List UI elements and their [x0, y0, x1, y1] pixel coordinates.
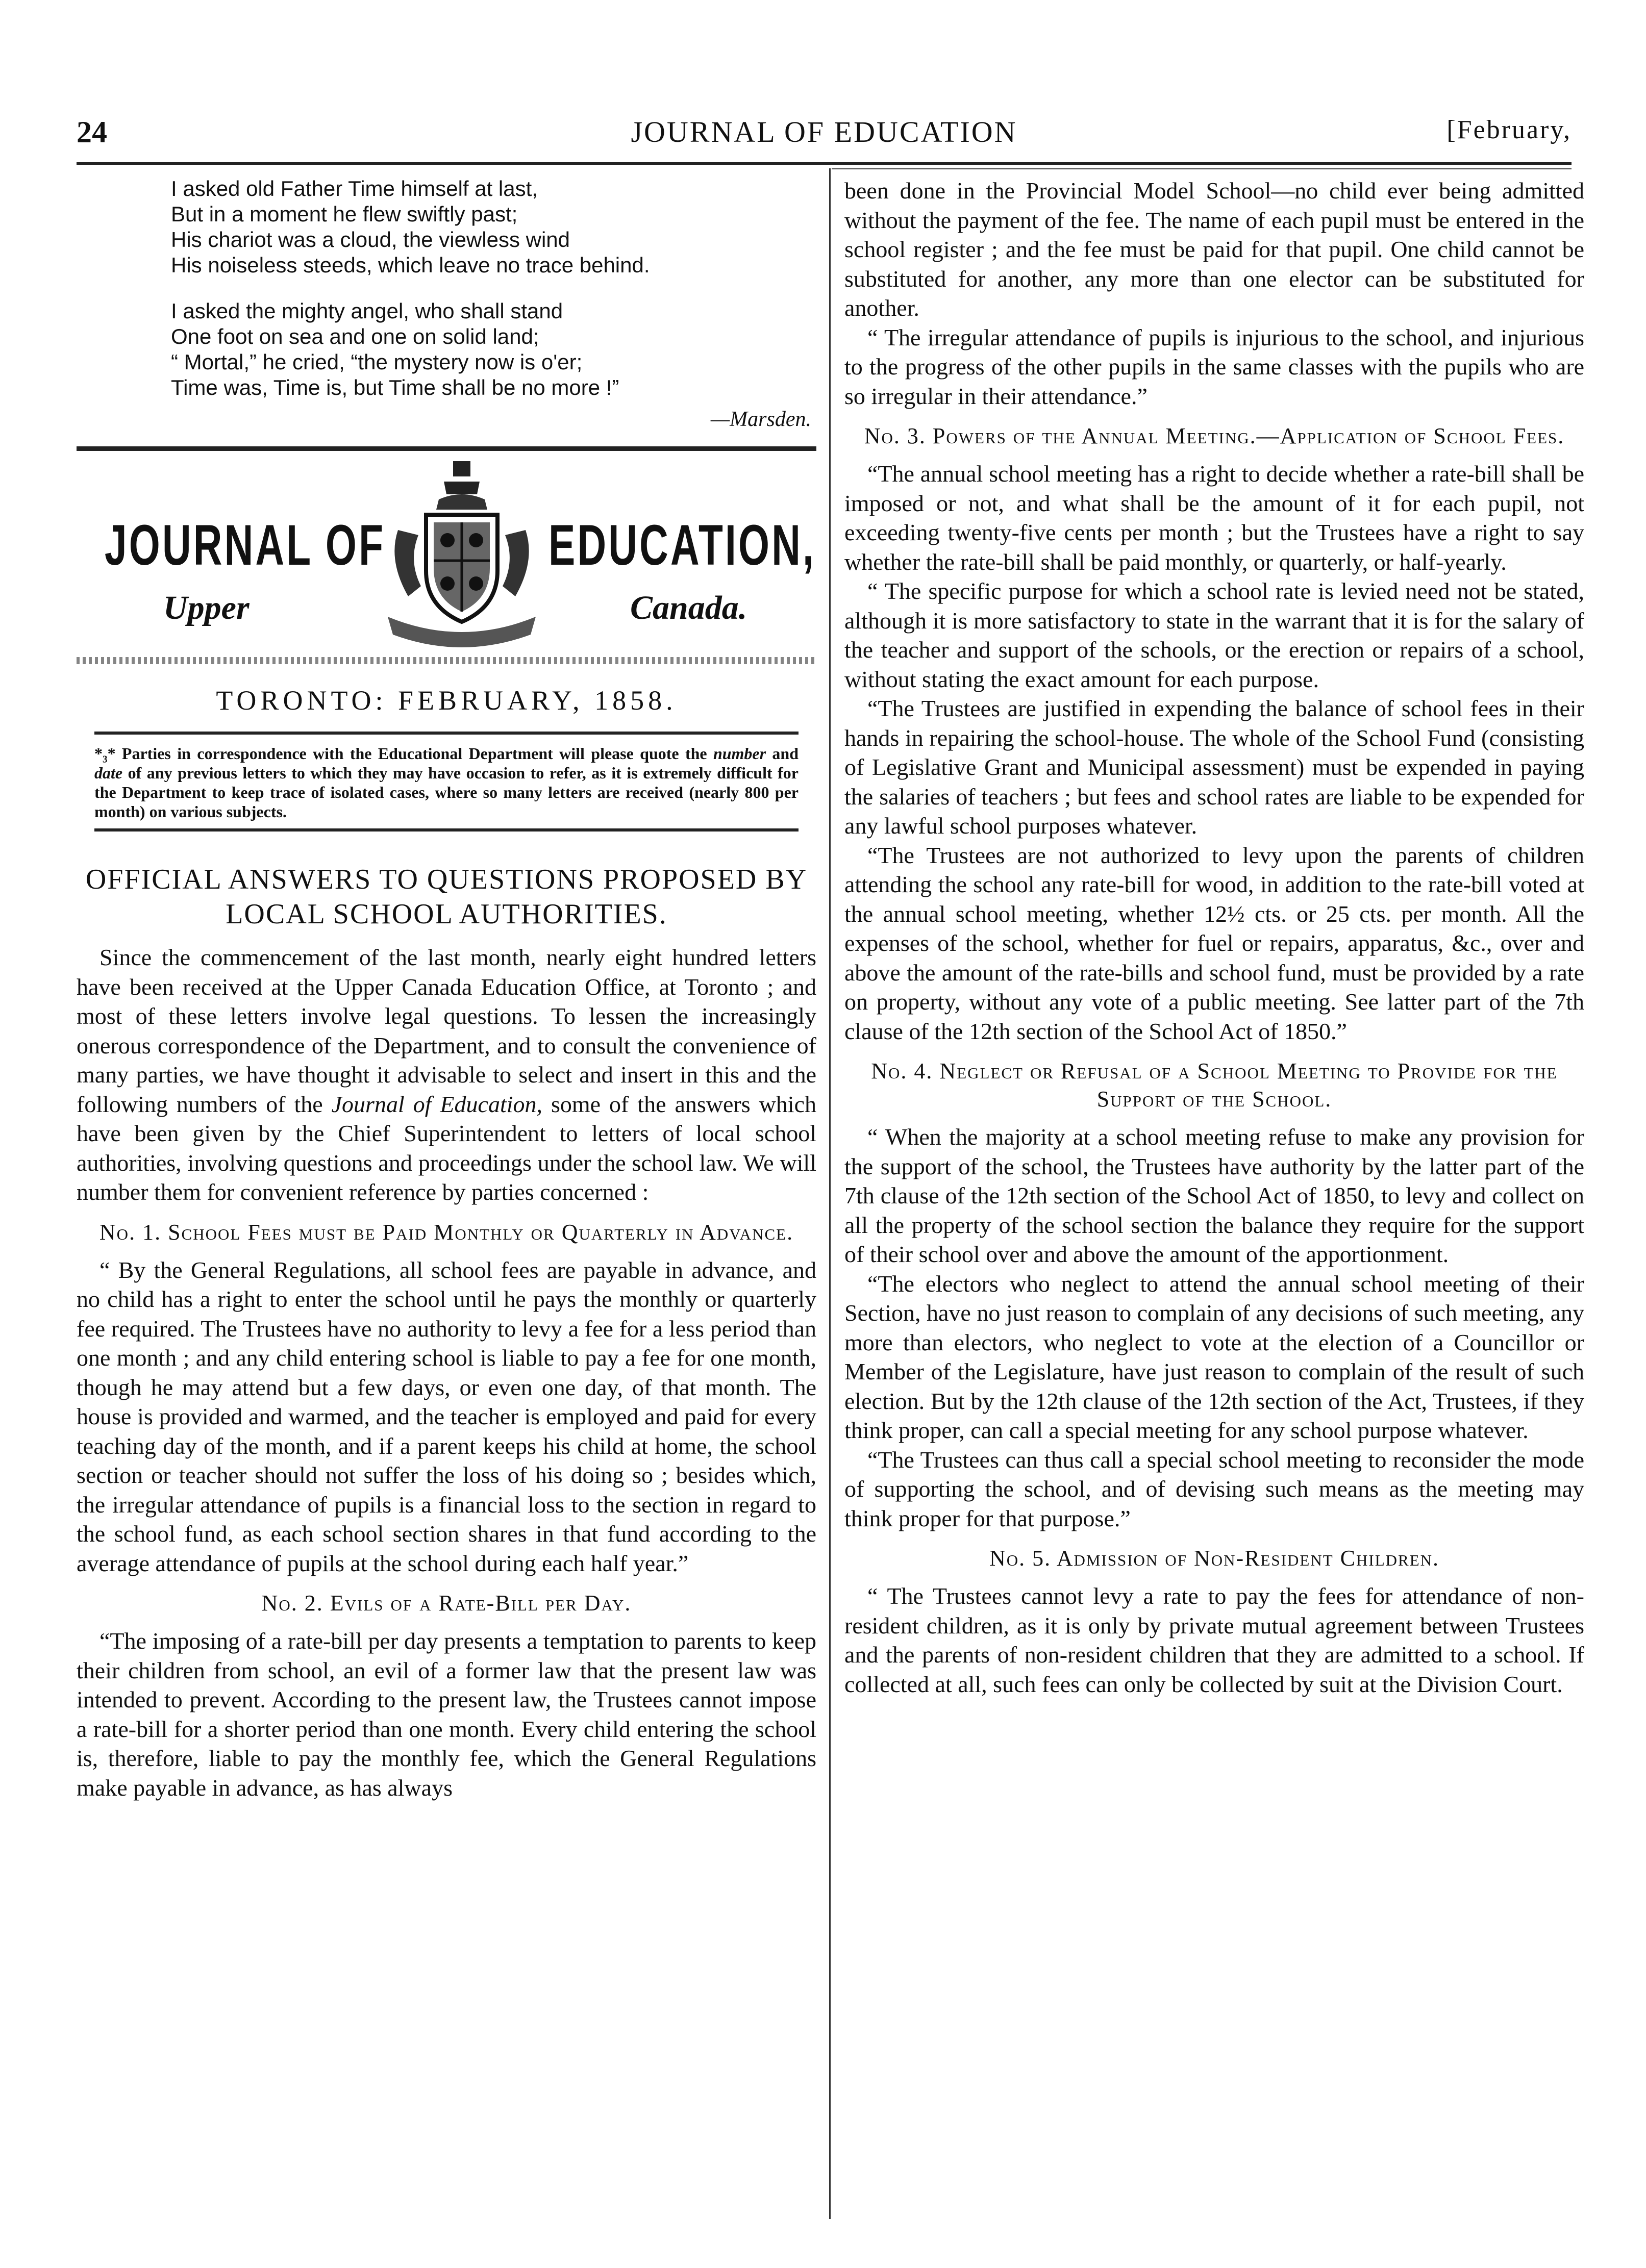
correspondence-notice: *₃* Parties in correspondence with the Educational Department will please quote the number and date of any previous letters to which they may have occasion to refer, as it is extremely difficult for the Department to keep trace of isolated cases, where so many letters are received (nearly 800 per month) on various subjects.: [94, 744, 799, 821]
masthead: [77, 451, 816, 655]
section-3-paragraph-4: “The Trustees are not authorized to levy upon the parents of children attending the school any rate-bill for wood, in addition to the rate-bill voted at the annual school meeting, whether 12½ cts. or 25 cts. per month. All the expenses of the school, whether for fuel or repairs, apparatus, &c., over and above the amount of the rate-bills and school fund, must be provided by a rate on property, without any vote of a public meeting. See latter part of the 7th clause of the 12th section of the School Act of 1850.”: [844, 842, 1584, 1044]
poem-line: I asked the mighty angel, who shall stand: [171, 299, 563, 323]
section-2-paragraph-continued: been done in the Provincial Model School—no child ever being admitted without the payment of the fee. The name of each pupil must be entered in the school register ; and the fee must be paid for that pupil. One child cannot be substituted for another, any more than one elector can be substituted for another.: [844, 178, 1584, 321]
poem-line: His chariot was a cloud, the viewless wind: [171, 228, 570, 251]
coat-of-arms-icon: [378, 459, 546, 647]
masthead-subtitle-left: Upper: [163, 589, 250, 626]
masthead-wavy-rule: [77, 657, 816, 664]
poem-line: Time was, Time is, but Time shall be no more !”: [171, 375, 619, 399]
running-title: JOURNAL OF EDUCATION: [631, 115, 1017, 148]
running-month: [February,: [1447, 115, 1572, 144]
poem-attribution: —Marsden.: [710, 408, 811, 431]
article-heading: OFFICIAL ANSWERS TO QUESTIONS PROPOSED BY LOCAL SCHOOL AUTHORITIES.: [85, 864, 808, 930]
section-5-paragraph-1: “ The Trustees cannot levy a rate to pay the fees for attendance of non-resident children, as it is only by private mutual agreement between Trustees and the parents of non-resident children that they are admitted to a school. If collected at all, such fees can only be collected by suit at the Division Court.: [844, 1583, 1584, 1697]
poem-line: “ Mortal,” he cried, “the mystery now is o'er;: [171, 350, 583, 374]
header-rule: [77, 162, 1572, 165]
section-3-title: No. 3. Powers of the Annual Meeting.—Application of School Fees.: [864, 423, 1565, 448]
masthead-title-right: EDUCATION,: [548, 513, 816, 577]
section-4-paragraph-1: “ When the majority at a school meeting refuse to make any provision for the support of the school, the Trustees have authority by the latter part of the 7th clause of the 12th section of the School Act of 1850, to levy and collect on all the property of the school section the balance they require for the support of their school over and above the amount of the apportionment.: [844, 1124, 1584, 1267]
masthead-top-rule: [77, 446, 816, 451]
article-intro: Since the commencement of the last month, nearly eight hundred letters have been received at the Upper Canada Education Office, at Toronto ; and most of these letters involve legal questions. To lessen the increasingly onerous correspondence of the Department, and to consult the convenience of many parties, we have thought it advisable to select and insert in this and the following numbers of the Journal of Education, some of the answers which have been given by the Chief Superintendent to letters of local school authorities, involving questions and proceedings under the school law. We will number them for convenient reference by parties concerned :: [77, 944, 816, 1205]
section-4-title: No. 4. Neglect or Refusal of a School Meeting to Provide for the Support of the School.: [871, 1059, 1558, 1112]
section-2-paragraph: “The imposing of a rate-bill per day presents a temptation to parents to keep their children from school, an evil of a former law that the present law was intended to prevent. According to the present law, the Trustees cannot impose a rate-bill for a shorter period than one month. Every child entering the school is, therefore, liable to pay the monthly fee, which the General Regulations make payable in advance, as has always: [77, 1628, 816, 1801]
section-4-paragraph-3: “The Trustees can thus call a special school meeting to reconsider the mode of supporting the school, and of devising such means as the meeting may think proper for that purpose.”: [844, 1446, 1584, 1531]
section-4-paragraph-2: “The electors who neglect to attend the annual school meeting of their Section, have no just reason to complain of any decisions of such meeting, any more than electors, who neglect to vote at the election of a Councillor or Member of the Legislature, have just reason to complain of the result of such election. But by the 12th clause of the 12th section of the Act, Trustees, if they think proper, can call a special meeting for any school purpose whatever.: [844, 1270, 1584, 1443]
header-rule-secondary: [832, 168, 1572, 169]
section-3-paragraph-3: “The Trustees are justified in expending the balance of school fees in their hands in repairing the school-house. The whole of the School Fund (consisting of Legislative Grant and Municipal assessment) must be expended in paying the salaries of teachers ; but fees and school rates are liable to be expended for any lawful school purposes whatever.: [844, 695, 1584, 839]
poem: [77, 176, 816, 432]
section-2-title: No. 2. Evils of a Rate-Bill per Day.: [261, 1591, 632, 1616]
poem-line: I asked old Father Time himself at last,: [171, 177, 538, 200]
notice-bottom-rule: [94, 828, 799, 831]
section-3-paragraph-1: “The annual school meeting has a right to decide whether a rate-bill shall be imposed or not, and what shall be the amount of it for each pupil, not exceeding twenty-five cents per month ; but the Trustees have a right to say whether the rate-bill shall be paid monthly, or quarterly, or half-yearly.: [844, 461, 1584, 575]
section-5-title: No. 5. Admission of Non-Resident Children.: [989, 1546, 1440, 1571]
poem-stanza-1: [171, 176, 816, 278]
section-1-paragraph: “ By the General Regulations, all school fees are payable in advance, and no child has a right to enter the school until he pays the monthly or quarterly fee required. The Trustees have no authority to levy a fee for a less period than one month ; and any child entering school is liable to pay a fee for one month, though he may attend but a few days, or even one day, of that month. The house is provided and warmed, and the teacher is employed and paid for every teaching day of the month, and if a parent keeps his child at home, the school section or teacher should not suffer the loss of his doing so ; besides which, the irregular attendance of pupils is a financial loss to the section in regard to the school fund, as each school section shares in that fund according to the average attendance of pupils at the school during each half year.”: [77, 1256, 816, 1576]
section-3-paragraph-2: “ The specific purpose for which a school rate is levied need not be stated, although it is more satisfactory to state in the warrant that it is for the salary of the teacher and support of the schools, or the erection or repairs of a school, without stating the exact amount for each purpose.: [844, 578, 1584, 692]
dateline: TORONTO: FEBRUARY, 1858.: [216, 685, 677, 716]
right-column: [844, 176, 1584, 1699]
page-number: 24: [77, 115, 107, 149]
section-1-title: No. 1. School Fees must be Paid Monthly or Quarterly in Advance.: [99, 1219, 794, 1245]
poem-line: His noiseless steeds, which leave no trace behind.: [171, 253, 650, 277]
poem-line: But in a moment he flew swiftly past;: [171, 202, 518, 226]
masthead-subtitle-right: Canada.: [630, 589, 747, 626]
running-header: [77, 115, 1572, 156]
poem-line: One foot on sea and one on solid land;: [171, 324, 539, 348]
left-column: [77, 176, 816, 1802]
poem-stanza-2: [171, 298, 816, 400]
section-2-paragraph-2: “ The irregular attendance of pupils is injurious to the school, and injurious to the progress of the other pupils in the same classes with the pupils who are so irregular in their attendance.”: [844, 324, 1584, 409]
masthead-title-left: JOURNAL OF: [105, 513, 386, 577]
column-divider: [829, 168, 831, 2219]
